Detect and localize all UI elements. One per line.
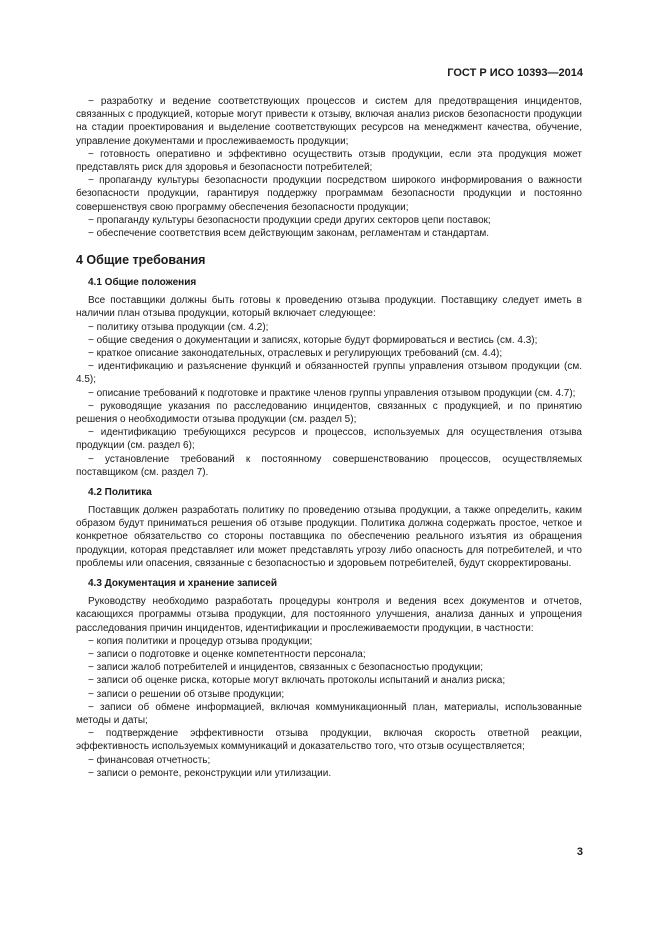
- subsection-4-1-intro: Все поставщики должны быть готовы к проведению отзыва продукции. Поставщику следует иметь в наличии план отзыва продукции, который включает следующее:: [76, 295, 582, 320]
- list-item: − записи жалоб потребителей и инцидентов, связанных с безопасностью продукции;: [88, 662, 483, 674]
- subsection-4-1-list: [76, 321, 582, 479]
- list-item: − записи об оценке риска, которые могут включать протоколы испытаний и анализ риска;: [88, 675, 506, 687]
- subsection-4-3-list: [76, 635, 582, 780]
- intro-list: [76, 95, 582, 240]
- list-item: − краткое описание законодательных, отраслевых и регулирующих требований (см. 4.4);: [88, 348, 503, 360]
- list-item: − описание требований к подготовке и практике членов группы управления отзывом продукции (см. 4.7);: [88, 387, 576, 399]
- subsection-4-2-title: 4.2 Политика: [88, 487, 152, 499]
- page-content: [76, 95, 582, 780]
- section-4-title: 4 Общие требования: [76, 253, 206, 268]
- list-item: − пропаганду культуры безопасности продукции среди других секторов цепи поставок;: [88, 214, 491, 226]
- list-item: − обеспечение соответствия всем действующим законам, регламентам и стандартам.: [88, 228, 490, 240]
- list-item: − финансовая отчетность;: [88, 754, 211, 766]
- subsection-4-3-intro: Руководству необходимо разработать процедуры контроля и ведения всех документов и отчетов, касающихся программы отзыва продукции, для постоянного улучшения, анализа данных и упрощения расследования причин инцидентов, идентификации и прослеживаемости продукции, в частности:: [76, 596, 582, 634]
- list-item: − готовность оперативно и эффективно осуществить отзыв продукции, если эта продукция может представлять риск для здоровья и безопасности потребителей;: [76, 148, 582, 174]
- list-item: − записи об обмене информацией, включая коммуникационный план, материалы, использованные методы и даты;: [76, 701, 582, 726]
- list-item: − идентификацию требующихся ресурсов и процессов, используемых для осуществления отзыва продукции (см. раздел 6);: [76, 427, 582, 452]
- subsection-4-1-title: 4.1 Общие положения: [88, 277, 197, 289]
- list-item: − установление требований к постоянному совершенствованию процессов, осуществляемых поставщиком (см. раздел 7).: [76, 453, 582, 478]
- list-item: − записи о подготовке и оценке компетентности персонала;: [88, 648, 366, 660]
- standard-code-header: ГОСТ Р ИСО 10393—2014: [447, 67, 583, 79]
- subsection-4-3-title: 4.3 Документация и хранение записей: [88, 578, 277, 590]
- list-item: − идентификацию и разъяснение функций и обязанностей группы управления отзывом продукции (см. 4.5);: [76, 361, 582, 386]
- list-item: − политику отзыва продукции (см. 4.2);: [88, 321, 269, 333]
- list-item: − записи о ремонте, реконструкции или утилизации.: [88, 767, 332, 779]
- list-item: − пропаганду культуры безопасности продукции посредством широкого информирования о важности безопасности продукции, гарантируя поддержку программам безопасности продукции и постоянно совершенствуя свою программу обеспечения безопасности продукции;: [76, 175, 582, 213]
- list-item: − общие сведения о документации и записях, которые будут формироваться и вестись (см. 4.3);: [88, 334, 538, 346]
- list-item: − подтверждение эффективности отзыва продукции, включая скорость ответной реакции, эффективность используемых коммуникаций и доказательство того, что отзыв осуществляется;: [76, 728, 582, 753]
- list-item: − копия политики и процедур отзыва продукции;: [88, 635, 313, 647]
- list-item: − разработку и ведение соответствующих процессов и систем для предотвращения инцидентов, связанных с продукцией, которые могут привести к отзыву, включая анализ рисков безопасности продукции на стадии проектирования и выделение соответствующих ресурсов на менеджмент качества, обучение, управление документами и прослеживаемость продукции;: [76, 96, 582, 147]
- list-item: − записи о решении об отзыве продукции;: [88, 688, 285, 700]
- list-item: − руководящие указания по расследованию инцидентов, связанных с продукцией, и по принятию решения о необходимости отзыва продукции (см. раздел 5);: [76, 400, 582, 426]
- page-number: 3: [576, 846, 583, 858]
- subsection-4-2-text: Поставщик должен разработать политику по проведению отзыва продукции, а также определить, каким образом будут приниматься решения об отзыве продукции. Политика должна содержать простое, четкое и конкретное обязательство со стороны поставщика по обеспечению реального изъятия из обращения продукции, которая представляет или может представлять угрозу либо опасность для потребителей, и что проблемы или опасения, связанные с безопасностью и здоровьем потребителей, будут скорректированы.: [76, 505, 582, 569]
